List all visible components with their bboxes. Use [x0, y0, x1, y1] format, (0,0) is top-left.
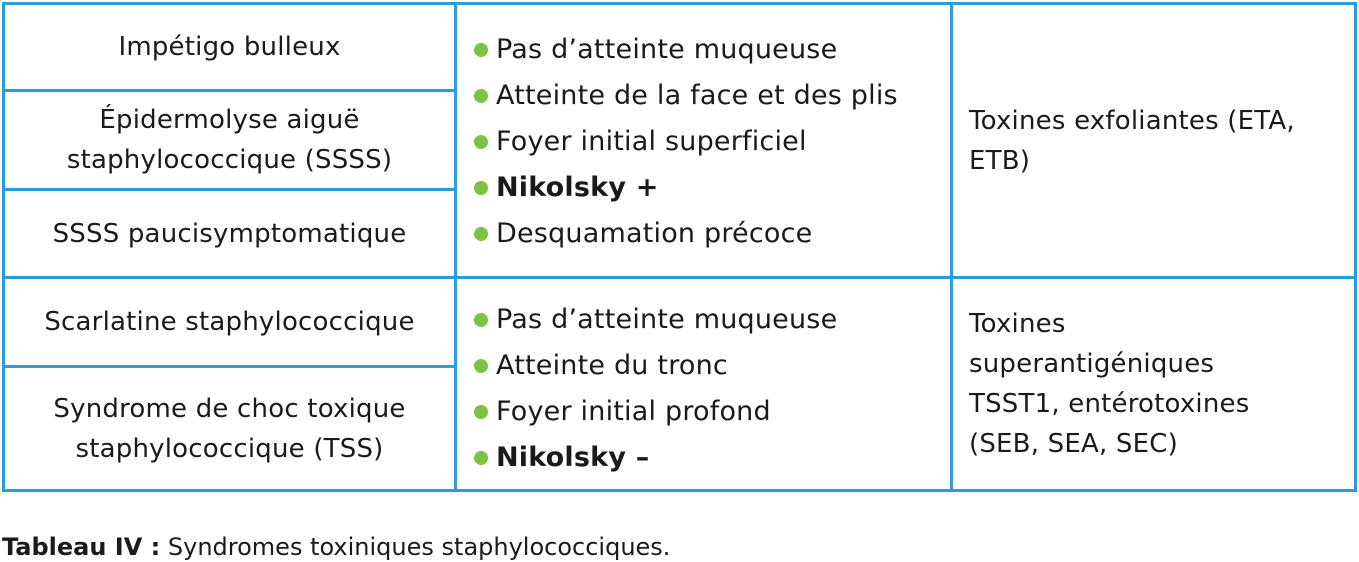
bullet-dot-icon: [474, 313, 488, 327]
feature-item: Foyer initial profond: [474, 389, 837, 435]
feature-list: [474, 27, 898, 257]
syndrome-cell: [5, 279, 454, 365]
syndrome-label-line: staphylococcique (TSS): [75, 433, 384, 464]
bullet-dot-icon: [474, 135, 488, 149]
table-caption: [2, 532, 670, 562]
toxin-cell: [953, 279, 1353, 489]
syndrome-cell: [5, 191, 454, 276]
bullet-dot-icon: [474, 181, 488, 195]
feature-item: Atteinte de la face et des plis: [474, 73, 898, 119]
bullet-dot-icon: [474, 227, 488, 241]
bullet-dot-icon: [474, 43, 488, 57]
syndrome-label-line: staphylococcique (SSSS): [66, 145, 393, 175]
syndrome-cell: [5, 92, 454, 188]
syndrome-label: [67, 100, 392, 180]
feature-item: Nikolsky –: [474, 435, 837, 481]
feature-item: Foyer initial superficiel: [474, 119, 898, 165]
syndrome-label: Impétigo bulleux: [118, 32, 341, 62]
toxin-label-line: Toxines exfoliantes (ETA,: [969, 105, 1295, 136]
syndrome-cell: [5, 368, 454, 489]
syndrome-label: [53, 389, 405, 469]
syndromes-table: [2, 2, 1357, 492]
bullet-dot-icon: [474, 451, 488, 465]
toxin-label-line: TSST1, entérotoxines: [969, 389, 1250, 419]
toxin-cell: [953, 5, 1353, 276]
toxin-label-line: Toxines: [969, 309, 1066, 339]
syndrome-label: Scarlatine staphylococcique: [44, 307, 415, 337]
feature-list: [474, 297, 837, 481]
feature-item: Desquamation précoce: [474, 211, 898, 257]
feature-item: Atteinte du tronc: [474, 343, 837, 389]
toxin-label-line: superantigéniques: [969, 349, 1215, 379]
feature-item: Pas d’atteinte muqueuse: [474, 27, 898, 73]
caption-text: Syndromes toxiniques staphylococciques.: [167, 533, 671, 561]
column-divider: [454, 5, 457, 489]
syndrome-label-line: Syndrome de choc toxique: [53, 393, 406, 424]
feature-item: Pas d’atteinte muqueuse: [474, 297, 837, 343]
syndrome-cell: [5, 5, 454, 89]
toxin-label-line: ETB): [969, 145, 1031, 176]
syndrome-label: SSSS paucisymptomatique: [52, 218, 407, 249]
caption-label: Tableau IV :: [2, 533, 161, 561]
feature-item: Nikolsky +: [474, 165, 898, 211]
toxin-label: [969, 101, 1295, 181]
toxin-label: [969, 304, 1249, 464]
syndrome-label-line: Épidermolyse aiguë: [99, 105, 360, 135]
bullet-dot-icon: [474, 359, 488, 373]
bullet-dot-icon: [474, 89, 488, 103]
bullet-dot-icon: [474, 405, 488, 419]
toxin-label-line: (SEB, SEA, SEC): [969, 429, 1178, 459]
